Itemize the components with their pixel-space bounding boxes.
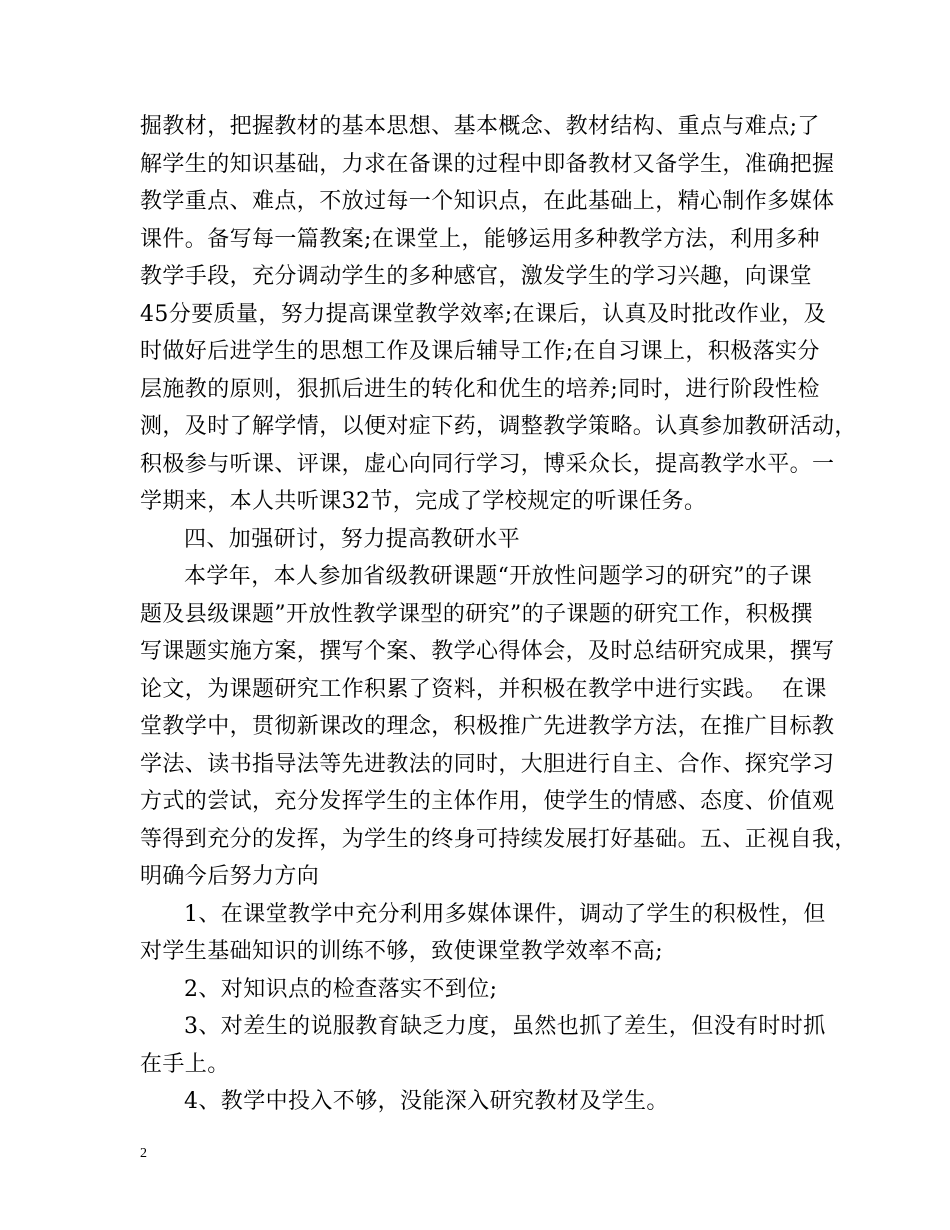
text-line: 教学重点、难点，不放过每一个知识点，在此基础上，精心制作多媒体 (140, 189, 835, 214)
paragraph-research (140, 558, 857, 896)
text-line: 时做好后进学生的思想工作及课后辅导工作;在自习课上，积极落实分 (140, 339, 820, 364)
text-line: 解学生的知识基础，力求在备课的过程中即备教材又备学生，准确把握 (140, 151, 835, 177)
text-line: 方式的尝试，充分发挥学生的主体作用，使学生的情感、态度、价值观 (140, 789, 835, 814)
text-line: 45分要质量，努力提高课堂教学效率;在课后，认真及时批改作业，及 (140, 301, 827, 327)
text-line: 写课题实施方案，撰写个案、教学心得体会，及时总结研究成果，撰写 (140, 639, 835, 664)
text-line: 等得到充分的发挥，为学生的终身可持续发展打好基础。五、正视自我， (140, 826, 857, 852)
text-line: 对学生基础知识的训练不够，致使课堂教学效率不高; (140, 939, 664, 964)
text-line: 教学手段，充分调动学生的多种感官，激发学生的学习兴趣，向课堂 (140, 264, 813, 289)
text-line: 题及县级课题”开放性教学课型的研究”的子课题的研究工作，积极撰 (140, 601, 813, 627)
paragraph-teaching-practice (140, 108, 857, 521)
text-line: 层施教的原则，狠抓后进生的转化和优生的培养;同时，进行阶段性检 (140, 376, 820, 402)
text-line: 1、在课堂教学中充分利用多媒体课件，调动了学生的积极性，但 (184, 901, 826, 927)
text-line: 测，及时了解学情，以便对症下药，调整教学策略。认真参加教研活动， (140, 414, 857, 439)
text-line: 3、对差生的说服教育缺乏力度，虽然也抓了差生，但没有时时抓 (184, 1014, 826, 1039)
text-line: 论文，为课题研究工作积累了资料，并积极在教学中进行实践。 在课 (140, 676, 827, 702)
text-line: 2、对知识点的检查落实不到位; (184, 976, 498, 1002)
text-line: 掘教材，把握教材的基本思想、基本概念、教材结构、重点与难点;了 (140, 114, 820, 139)
text-line: 积极参与听课、评课，虚心向同行学习，博采众长，提高教学水平。一 (140, 451, 835, 477)
text-line: 在手上。 (140, 1051, 230, 1077)
heading-text: 四、加强研讨，努力提高教研水平 (184, 526, 521, 552)
text-line: 学期来，本人共听课32节，完成了学校规定的听课任务。 (140, 489, 707, 514)
text-line: 课件。备写每一篇教案;在课堂上，能够运用多种教学方法，利用多种 (140, 226, 820, 252)
text-line: 4、教学中投入不够，没能深入研究教材及学生。 (184, 1089, 669, 1114)
text-line: 堂教学中，贯彻新课改的理念，积极推广先进教学方法，在推广目标教 (140, 714, 835, 739)
section-heading-four (140, 521, 830, 559)
text-line: 学法、读书指导法等先进教法的同时，大胆进行自主、合作、探究学习 (140, 751, 835, 777)
text-line: 明确今后努力方向 (140, 864, 320, 889)
document-body (140, 108, 857, 1121)
list-item-3 (140, 1008, 830, 1083)
list-item-1 (140, 896, 830, 971)
page-number: 2 (140, 1146, 147, 1161)
list-item-2 (140, 971, 830, 1009)
list-item-4 (140, 1083, 830, 1121)
text-line: 本学年，本人参加省级教研课题“开放性问题学习的研究”的子课 (184, 564, 813, 589)
